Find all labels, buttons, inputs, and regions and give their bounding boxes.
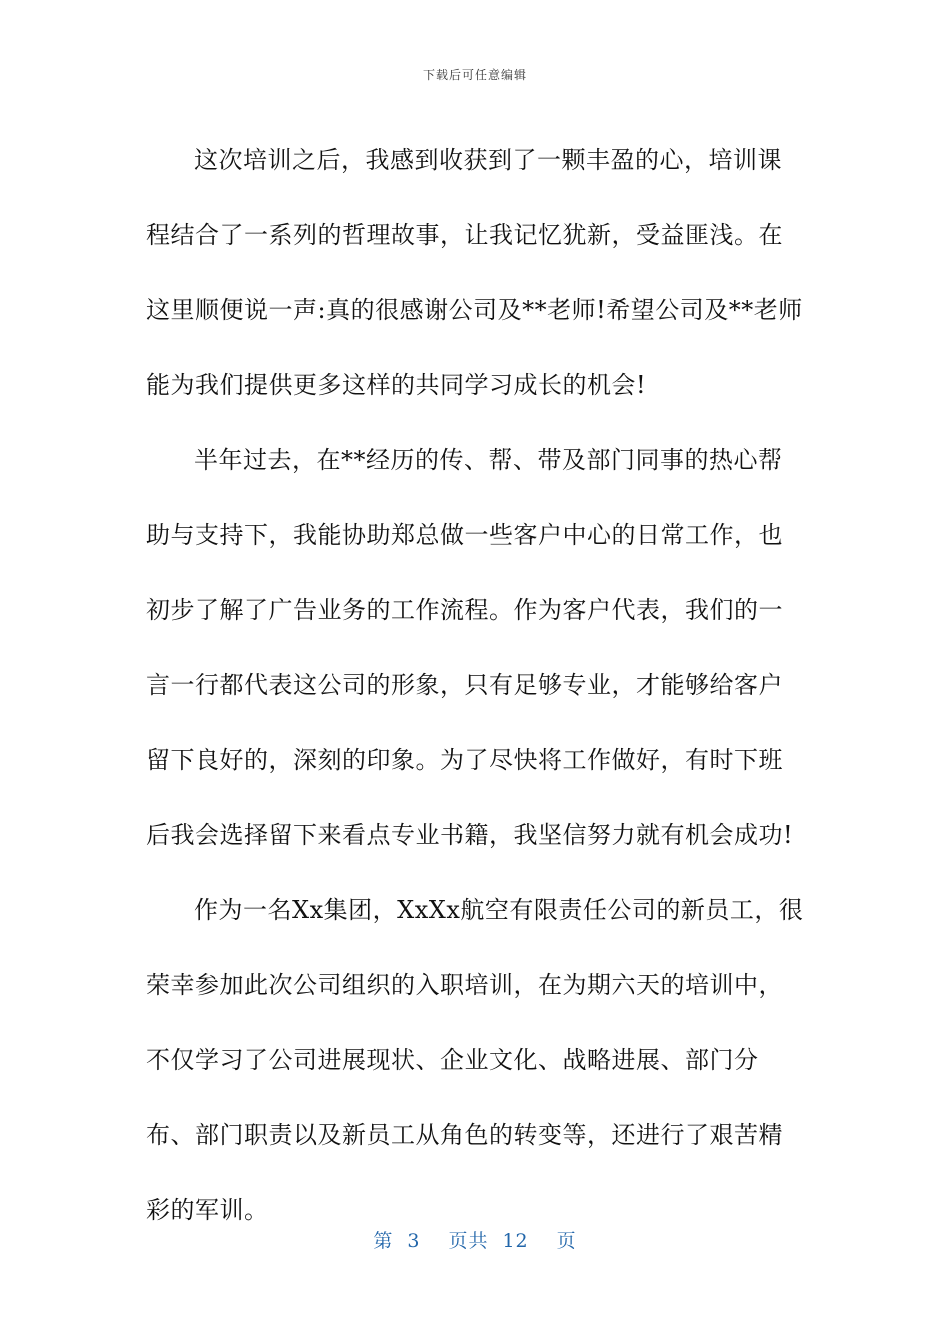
paragraph-2: 半年过去，在**经历的传、帮、带及部门同事的热心帮助与支持下，我能协助郑总做一些客户中心的日常工作，也初步了解了广告业务的工作流程。作为客户代表，我们的一言一行都代表这公司的形象，只有足够专业，才能够给客户留下良好的，深刻的印象。为了尽快将工作做好，有时下班后我会选择留下来看点专业书籍，我坚信努力就有机会成功! xyxy=(146,446,794,849)
page-footer xyxy=(0,1226,950,1253)
footer-suffix: 页 xyxy=(556,1230,577,1252)
current-page-number: 3 xyxy=(407,1230,421,1252)
total-pages-number: 12 xyxy=(502,1230,529,1252)
footer-middle: 页共 xyxy=(448,1230,489,1252)
paragraph-3: 作为一名Xx集团，XxXx航空有限责任公司的新员工，很荣幸参加此次公司组织的入职培训，在为期六天的培训中，不仅学习了公司进展现状、企业文化、战略进展、部门分布、部门职责以及新员工从角色的转变等，还进行了艰苦精彩的军训。 xyxy=(146,896,804,1224)
footer-prefix: 第 xyxy=(373,1230,394,1252)
document-body xyxy=(146,123,806,1248)
page-header: 下载后可任意编辑 xyxy=(422,68,527,82)
paragraph-1: 这次培训之后，我感到收获到了一颗丰盈的心，培训课程结合了一系列的哲理故事，让我记忆犹新，受益匪浅。在这里顺便说一声:真的很感谢公司及**老师!希望公司及**老师能为我们提供更多这样的共同学习成长的机会! xyxy=(146,146,803,399)
